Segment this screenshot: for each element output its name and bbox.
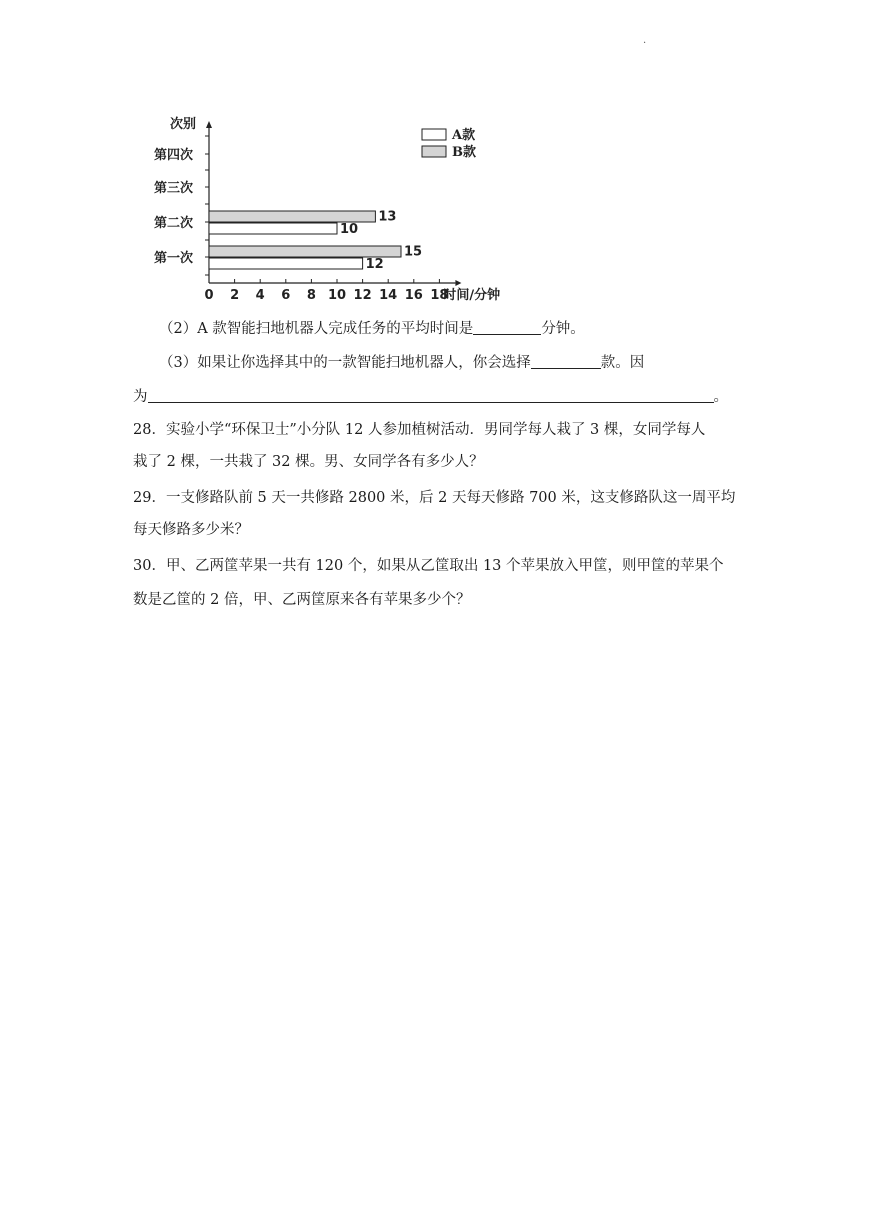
x-tick-label: 8	[306, 288, 316, 303]
question-29-line-2: 每天修路多少米？	[133, 522, 249, 538]
y-tick-labels	[154, 116, 196, 266]
bar-a-value-label: 10	[340, 222, 359, 237]
legend-label: B款	[452, 145, 476, 160]
bar-a	[209, 223, 337, 234]
y-tick-label: 第二次	[154, 216, 194, 231]
question-2	[159, 318, 585, 339]
x-tick-label: 0	[204, 288, 214, 303]
bar-b	[209, 246, 401, 257]
answer-blank-q2[interactable]	[473, 318, 541, 335]
legend-swatch	[422, 129, 446, 140]
question-3-reason	[133, 386, 728, 407]
question-2-text: （2）A 款智能扫地机器人完成任务的平均时间是	[159, 321, 474, 337]
x-tick-label: 6	[281, 288, 291, 303]
legend-label: A款	[452, 128, 476, 143]
question-30-line-1: 30．甲、乙两筐苹果一共有 120 个，如果从乙筐取出 13 个苹果放入甲筐，则甲筐的苹果个	[133, 558, 724, 574]
question-28-line-1: 28．实验小学“环保卫士”小分队 12 人参加植树活动．男同学每人栽了 3 棵，女同学每人	[133, 422, 706, 438]
question-3	[159, 352, 644, 373]
y-tick-label: 第三次	[154, 181, 194, 196]
chart-bars	[209, 210, 422, 273]
x-tick-labels	[204, 287, 500, 303]
x-axis-title: 时间/分钟	[443, 288, 501, 303]
y-axis-arrow	[206, 121, 212, 128]
y-tick-label: 第四次	[154, 148, 194, 163]
x-tick-label: 10	[327, 288, 347, 303]
legend-swatch	[422, 146, 446, 157]
chart-legend	[422, 127, 477, 160]
y-axis-title: 次别	[170, 117, 197, 132]
answer-blank-q3-reason[interactable]	[148, 386, 714, 403]
question-28-line-2: 栽了 2 棵，一共栽了 32 棵。男、女同学各有多少人？	[133, 454, 484, 470]
x-tick-label: 2	[230, 288, 240, 303]
question-30-line-2: 数是乙筐的 2 倍，甲、乙两筐原来各有苹果多少个？	[133, 592, 471, 608]
x-tick-label: 12	[353, 288, 372, 303]
x-tick-label: 18	[430, 288, 449, 303]
x-tick-label: 16	[404, 288, 423, 303]
bar-chart	[148, 112, 538, 310]
bar-a-value-label: 12	[365, 257, 384, 272]
bar-b-value-label: 15	[404, 244, 423, 260]
answer-blank-q3-choice[interactable]	[531, 352, 601, 369]
bar-b	[209, 211, 375, 222]
question-3-text: （3）如果让你选择其中的一款智能扫地机器人，你会选择	[159, 355, 531, 371]
bar-b-value-label: 13	[378, 209, 397, 225]
y-tick-label: 第一次	[154, 251, 194, 266]
question-3-reason-suffix: 。	[713, 389, 728, 405]
question-2-suffix: 分钟。	[541, 321, 585, 337]
x-tick-label: 4	[255, 288, 265, 303]
question-29-line-1: 29．一支修路队前 5 天一共修路 2800 米，后 2 天每天修路 700 米，这支修路队这一周平均	[133, 490, 736, 506]
x-tick-label: 14	[379, 288, 398, 303]
question-3-reason-prefix: 为	[133, 389, 148, 405]
x-axis-arrow	[455, 280, 461, 286]
question-3-suffix: 款。因	[600, 355, 645, 371]
page-mark: .	[643, 35, 647, 46]
bar-a	[209, 258, 363, 269]
